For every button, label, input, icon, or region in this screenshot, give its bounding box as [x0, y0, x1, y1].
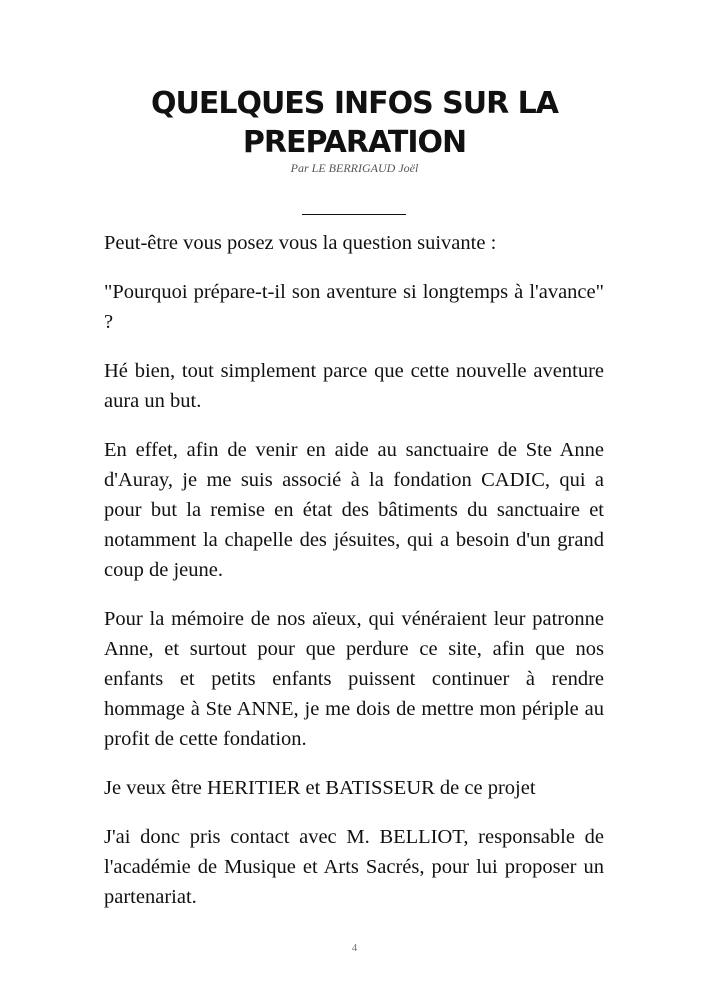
paragraph: Pour la mémoire de nos aïeux, qui vénéraient leur patronne Anne, et surtout pour que perdure ce site, afin que nos enfants et petits enfants puissent continuer à rendre hommage à Ste ANNE, je me dois de mettre mon périple au profit de cette fondation.	[104, 608, 604, 750]
author-byline: Par LE BERRIGAUD Joël	[290, 161, 419, 175]
body-text	[104, 228, 604, 931]
paragraph: J'ai donc pris contact avec M. BELLIOT, responsable de l'académie de Musique et Arts Sacrés, pour lui proposer un partenariat.	[104, 826, 604, 908]
paragraph: Je veux être HERITIER et BATISSEUR de ce projet	[104, 777, 536, 799]
title-divider	[302, 214, 406, 215]
page-title: QUELQUES INFOS SUR LA PREPARATION	[150, 86, 559, 160]
paragraph: Peut-être vous posez vous la question suivante :	[104, 232, 497, 254]
paragraph: Hé bien, tout simplement parce que cette nouvelle aventure aura un but.	[104, 360, 604, 412]
paragraph: "Pourquoi prépare-t-il son aventure si longtemps à l'avance" ?	[104, 281, 604, 333]
paragraph: En effet, afin de venir en aide au sanctuaire de Ste Anne d'Auray, je me suis associé à la fondation CADIC, qui a pour but la remise en état des bâtiments du sanctuaire et notamment la chapelle des jésuites, qui a besoin d'un grand coup de jeune.	[104, 439, 604, 581]
page-number: 4	[351, 942, 358, 954]
